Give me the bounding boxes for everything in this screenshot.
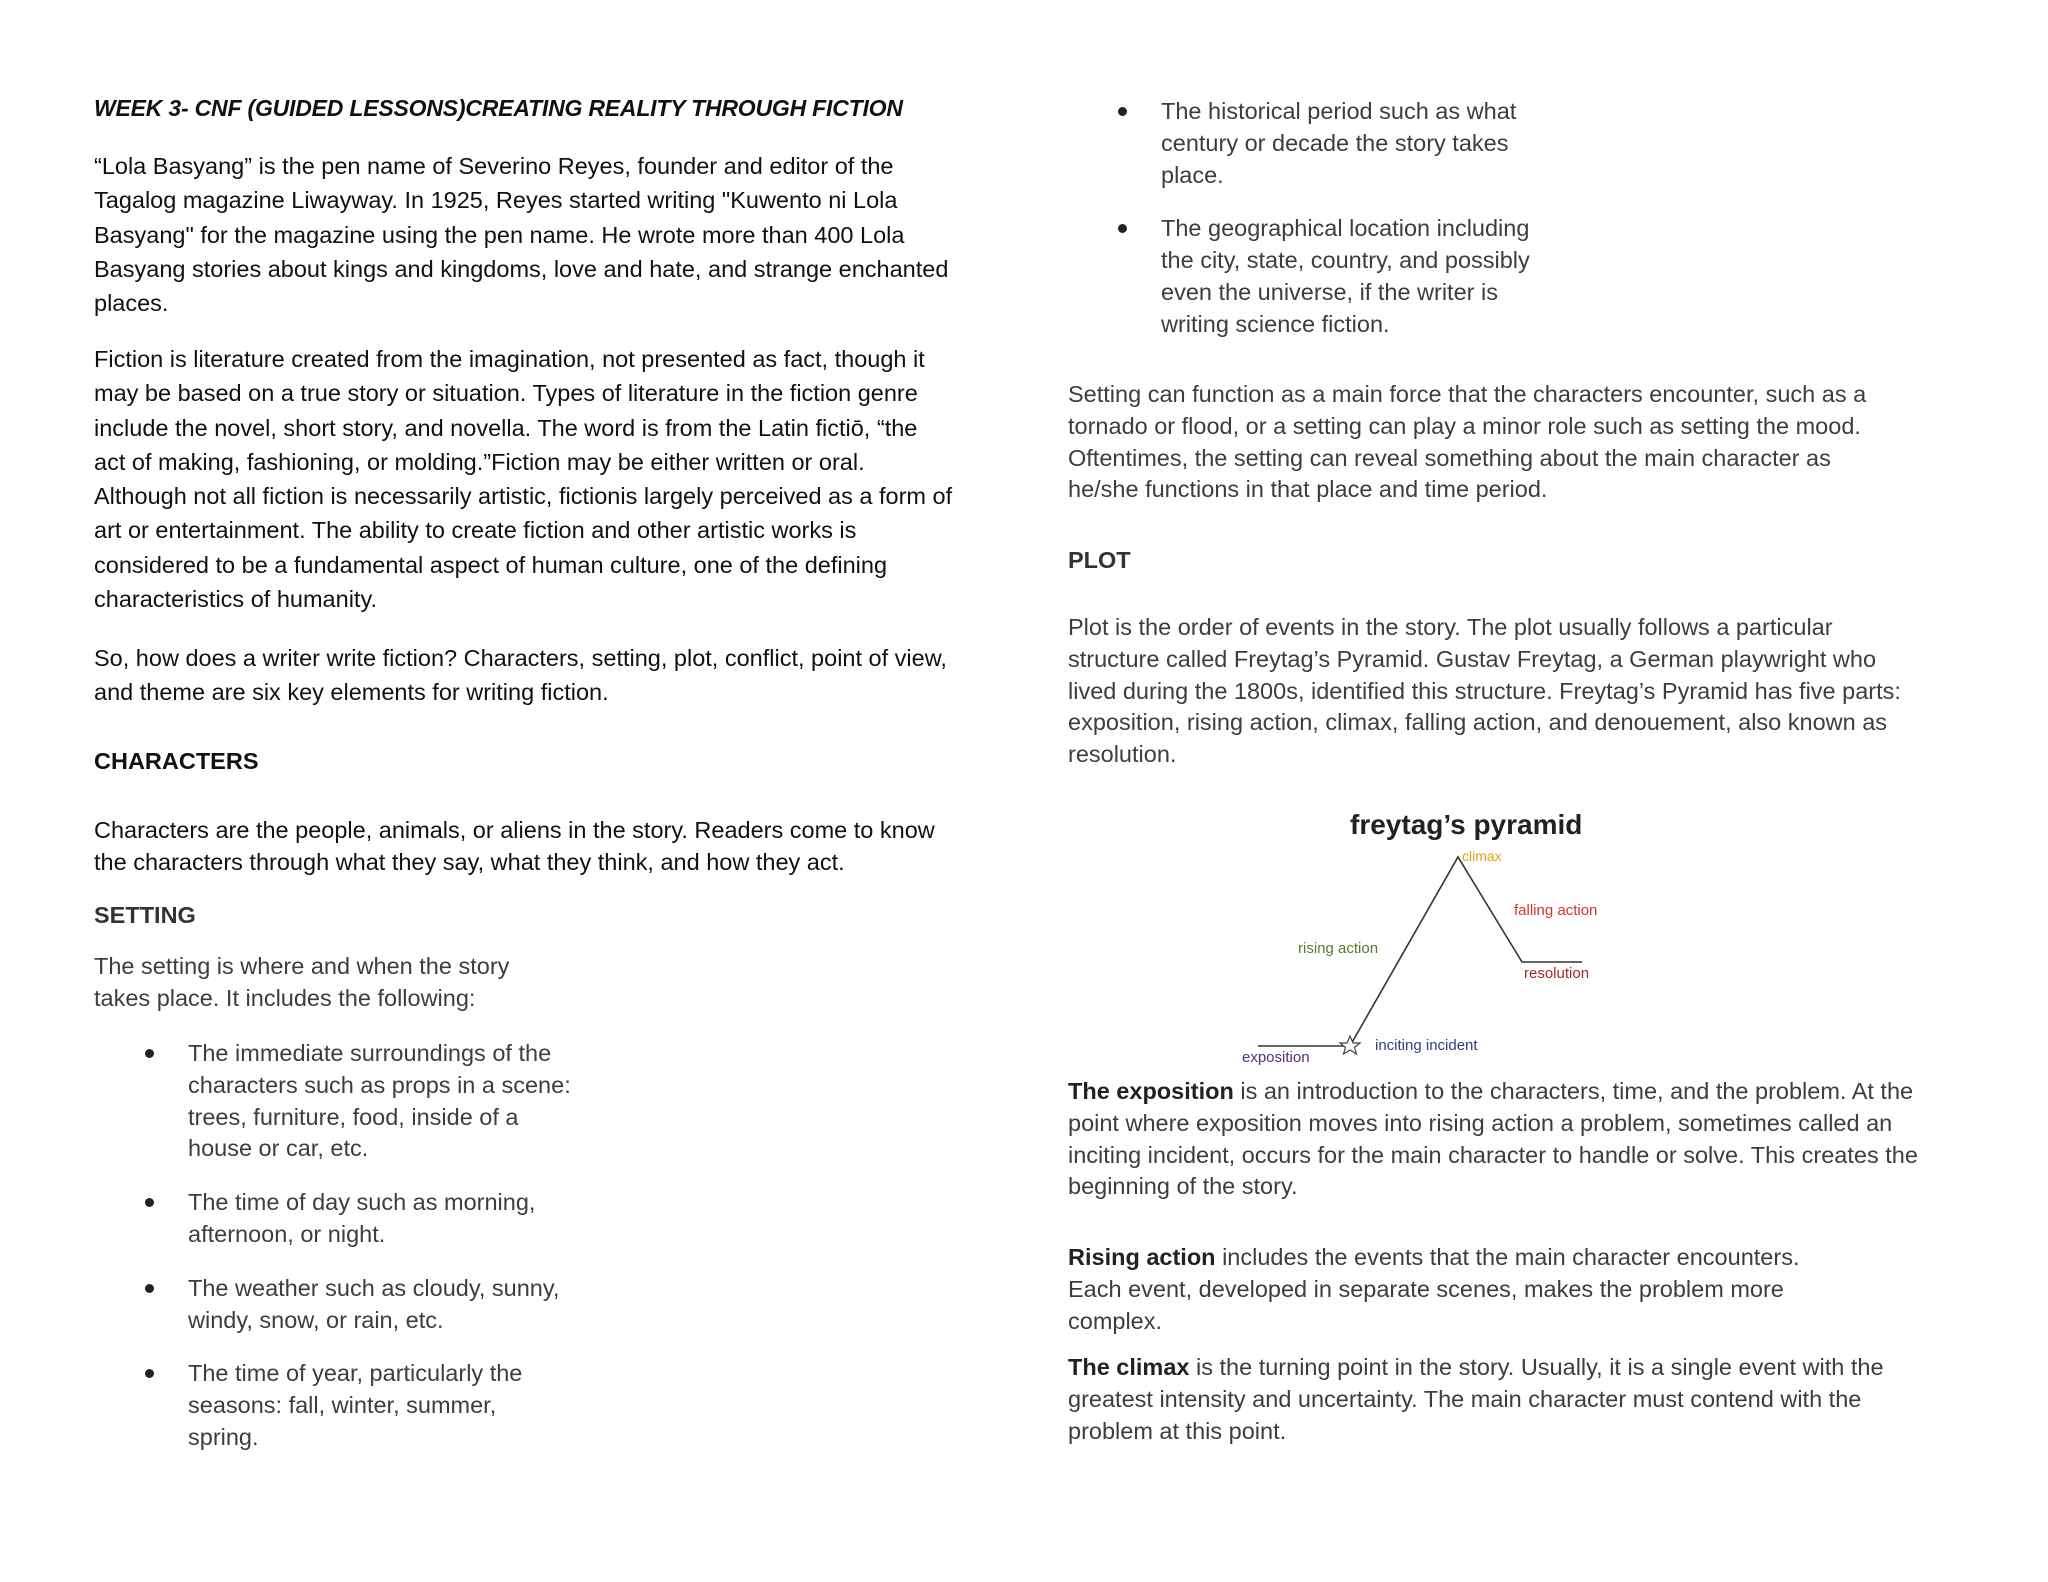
climax-paragraph [1068,1352,1884,1447]
list-item [188,1273,571,1337]
intro-line: places. [94,290,169,317]
list-item [188,1038,571,1165]
setting-force-line: he/she functions in that place and time period. [1068,476,1548,503]
rising-line [1068,1242,1799,1274]
bullet-line: house or car, etc. [188,1135,369,1162]
howto-line: So, how does a writer write fiction? Characters, setting, plot, conflict, point of view, [94,645,947,671]
characters-line: Characters are the people, animals, or aliens in the story. Readers come to know [94,817,935,843]
climax-label: climax [1462,848,1502,864]
fiction-paragraph [94,342,952,616]
fiction-line: Fiction is literature created from the imagination, not presented as fact, though it [94,346,925,372]
fiction-line: art or entertainment. The ability to create fiction and other artistic works is [94,517,857,544]
setting-bullet-list [188,1038,571,1454]
bullet-line: even the universe, if the writer is [1161,278,1498,305]
bullet-line: The time of day such as morning, [188,1189,536,1216]
climax-line: problem at this point. [1068,1417,1287,1444]
setting-force-line: Setting can function as a main force that the characters encounter, such as a [1068,381,1867,407]
bullet-line: characters such as props in a scene: [188,1071,571,1098]
characters-heading: CHARACTERS [94,748,259,774]
plot-line: Plot is the order of events in the story. The plot usually follows a particular [1068,614,1833,640]
freytag-pyramid-diagram [1220,800,1620,1065]
exposition-text: is an introduction to the characters, time, and the problem. At the [1233,1078,1914,1104]
climax-lead: The climax [1068,1354,1190,1380]
plot-paragraph [1068,612,1901,771]
plot-line: structure called Freytag’s Pyramid. Gustav Freytag, a German playwright who [1068,645,1877,672]
inciting-incident-label: inciting incident [1375,1037,1478,1054]
bullet-icon [145,1369,154,1378]
exposition-paragraph [1068,1076,1918,1203]
bullet-line: trees, furniture, food, inside of a [188,1103,519,1130]
list-item [1161,213,1530,340]
setting-heading: SETTING [94,902,196,928]
fiction-line: considered to be a fundamental aspect of human culture, one of the defining [94,551,888,578]
plot-line: lived during the 1800s, identified this structure. Freytag’s Pyramid has five parts: [1068,677,1901,704]
fiction-line: include the novel, short story, and novella. The word is from the Latin fictiō, “the [94,414,918,441]
list-item [188,1358,571,1453]
intro-line: Basyang stories about kings and kingdoms, love and hate, and strange enchanted [94,255,949,282]
plot-line: exposition, rising action, climax, falling action, and denouement, also known as [1068,709,1888,736]
bullet-line: afternoon, or night. [188,1220,386,1247]
bullet-line: the city, state, country, and possibly [1161,247,1530,274]
characters-line: the characters through what they say, what they think, and how they act. [94,849,845,875]
setting-line: takes place. It includes the following: [94,984,476,1011]
bullet-line: windy, snow, or rain, etc. [188,1306,444,1333]
setting-paragraph [94,951,509,1015]
inciting-incident-star-icon [1340,1036,1360,1054]
climax-text: is the turning point in the story. Usually, it is a single event with the [1189,1354,1884,1380]
bullet-icon [145,1049,154,1058]
bullet-line: seasons: fall, winter, summer, [188,1392,497,1419]
setting-bullet-list-continued [1161,96,1530,341]
fiction-line: Although not all fiction is necessarily artistic, fictionis largely perceived as a form of [94,483,953,510]
intro-paragraph [94,149,948,320]
fiction-line: act of making, fashioning, or molding.”Fiction may be either written or oral. [94,448,865,475]
plot-line: resolution. [1068,741,1177,768]
characters-paragraph [94,814,935,878]
pyramid-title: freytag’s pyramid [1350,809,1583,840]
list-item [1161,96,1530,191]
bullet-line: The weather such as cloudy, sunny, [188,1274,560,1301]
howto-paragraph [94,641,947,710]
bullet-icon [145,1284,154,1293]
rising-action-lead: Rising action [1068,1244,1216,1270]
intro-line: Basyang" for the magazine using the pen name. He wrote more than 400 Lola [94,221,905,248]
rising-action-paragraph [1068,1242,1799,1337]
setting-force-paragraph [1068,379,1866,506]
rising-text: includes the events that the main character encounters. [1215,1244,1800,1270]
exposition-line: beginning of the story. [1068,1173,1298,1200]
fiction-line: characteristics of humanity. [94,586,377,613]
bullet-icon [1118,224,1127,233]
exposition-line: point where exposition moves into rising action a problem, sometimes called an [1068,1109,1893,1136]
bullet-line: The historical period such as what [1161,98,1517,124]
fiction-line: may be based on a true story or situation. Types of literature in the fiction genre [94,380,918,407]
page-title: WEEK 3- CNF (GUIDED LESSONS)CREATING REALITY THROUGH FICTION [94,95,903,121]
setting-line: The setting is where and when the story [94,953,510,979]
climax-line [1068,1352,1884,1384]
intro-line: Tagalog magazine Liwayway. In 1925, Reyes started writing "Kuwento ni Lola [94,187,898,214]
rising-line: Each event, developed in separate scenes, makes the problem more [1068,1275,1784,1302]
bullet-icon [1118,107,1127,116]
list-item [188,1187,571,1251]
bullet-line: place. [1161,161,1224,188]
bullet-icon [145,1198,154,1207]
exposition-line: inciting incident, occurs for the main character to handle or solve. This creates the [1068,1141,1918,1168]
rising-action-label: rising action [1298,940,1379,957]
bullet-line: The time of year, particularly the [188,1360,523,1387]
bullet-line: spring. [188,1423,259,1450]
plot-heading: PLOT [1068,547,1131,573]
setting-force-line: Oftentimes, the setting can reveal something about the main character as [1068,444,1831,471]
bullet-line: writing science fiction. [1161,310,1390,337]
climax-line: greatest intensity and uncertainty. The main character must contend with the [1068,1385,1862,1412]
exposition-lead: The exposition [1068,1078,1234,1104]
resolution-label: resolution [1524,965,1590,982]
rising-line: complex. [1068,1307,1163,1334]
bullet-line: The immediate surroundings of the [188,1040,552,1066]
bullet-line: century or decade the story takes [1161,129,1509,156]
exposition-label: exposition [1242,1049,1310,1065]
intro-line: “Lola Basyang” is the pen name of Severino Reyes, founder and editor of the [94,153,894,179]
bullet-line: The geographical location including [1161,215,1530,242]
howto-line: and theme are six key elements for writing fiction. [94,679,609,706]
setting-force-line: tornado or flood, or a setting can play a minor role such as setting the mood. [1068,412,1861,439]
falling-action-label: falling action [1514,902,1598,919]
exposition-line [1068,1076,1918,1108]
